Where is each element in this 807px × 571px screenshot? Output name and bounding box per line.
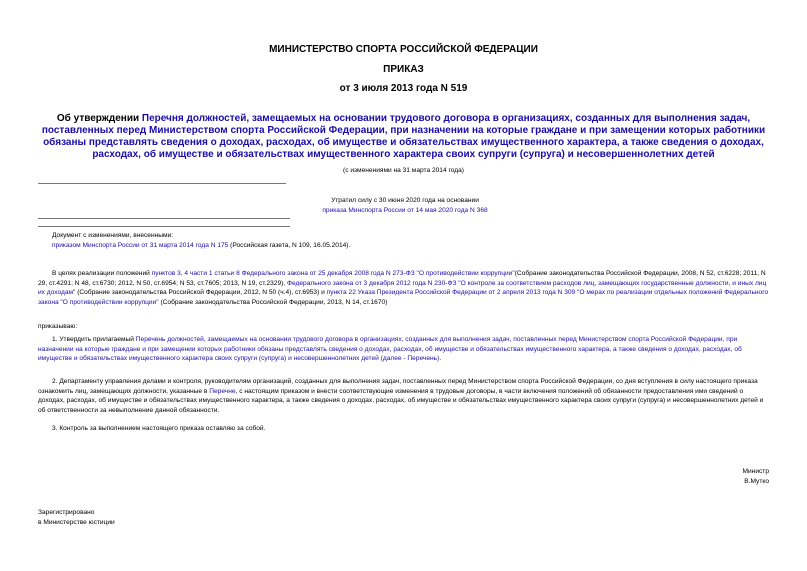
registration-line-1: Зарегистрировано [38, 509, 95, 516]
revoked-text: Утратил силу с 30 июня 2020 года на основании [331, 197, 479, 204]
preamble-link-230fz[interactable]: Федерального закона от 3 декабря 2012 года N 230-ФЗ "О контроле за соответствием расходов лиц, замещающих государственные должности, и иных лиц их доходам" [38, 279, 767, 297]
doc-type-heading: ПРИКАЗ [383, 64, 424, 75]
item-3: 3. Контроль за выполнением настоящего приказа оставляю за собой. [52, 425, 266, 432]
item-2-link[interactable]: Перечне [209, 387, 236, 395]
registration-line-2: в Министерстве юстиции [38, 518, 115, 526]
amended-note: (с изменениями на 31 марта 2014 года) [343, 167, 464, 174]
revoked-link[interactable]: приказа Минспорта России от 14 мая 2020 года N 368 [322, 206, 488, 214]
changes-link[interactable]: приказом Минспорта России от 31 марта 2014 года N 175 [52, 241, 229, 249]
item-1-link[interactable]: Перечень должностей, замещаемых на основании трудового договора в организациях, созданных для выполнения задач, поставленных перед Министерством спорта Российской Федерации, при назначении на которые граждане и при замещении которых работники обязаны представлять сведения о доходах, расходах, об имуществе и обязательствах имущественного характера, а также сведения о доходах, расходах, об имуществе и обязательствах имущественного характера своих супруги (супруга) и несовершеннолетних детей (далее - Перечень) [38, 336, 742, 363]
signature-block [743, 467, 770, 486]
order-word: приказываю: [38, 323, 78, 330]
divider [38, 218, 290, 219]
changes-tail: (Российская газета, N 109, 16.05.2014). [228, 241, 351, 249]
revoked-notice [300, 196, 510, 215]
item-2 [38, 377, 769, 415]
changes-intro: Документ с изменениями, внесенными: [52, 232, 174, 239]
changes-note [52, 231, 772, 250]
preamble-link-decree-309[interactable]: пункта 22 Указа Президента Российской Федерации от 2 апреля 2013 года N 309 "О мерах по реализации отдельных положений Федерального закона "О противодействии коррупции" [38, 289, 769, 306]
preamble-link-273fz[interactable]: пунктов 3, 4 части 1 статьи 8 Федерального закона от 25 декабря 2008 года N 273-ФЗ "О противодействии коррупции" [151, 270, 515, 277]
title-prefix: Об утверждении [56, 113, 142, 124]
preamble-paragraph [38, 269, 769, 307]
item-2-text: 2. Департаменту управления делами и контроля, руководителям организаций, созданных для выполнения задач, поставленных перед Министерством спорта Российской Федерации, со дня вступления в силу настоящего приказа ознакомить лиц, замещающих должности, указанные в [38, 378, 758, 395]
item-2-text: , с настоящим приказом и внести соответствующие изменения в трудовые договоры, в части включения положений об обязанности предоставления ими сведений о доходах, расходах, об имуществе и обязательствах имущественного характера, а также сведения о доходах, расходах, об имуществе и обязательствах имущественного характера своих супруги (супруга) и несовершеннолетних детей и об ответственности за невыполнение данной обязанности. [38, 387, 764, 414]
signature-role: Министр [742, 468, 769, 475]
divider [38, 226, 290, 227]
date-number-heading: от 3 июля 2013 года N 519 [339, 83, 468, 94]
item-1 [38, 335, 769, 364]
registration-block [38, 508, 115, 527]
preamble-text: (Собрание законодательства Российской Федерации, 2012, N 50 (ч.4), ст.6953) и [75, 289, 327, 297]
item-1-text: . [439, 355, 442, 363]
preamble-text: (Собрание законодательства Российской Федерации, 2013, N 14, ст.1670) [158, 298, 388, 306]
title-link[interactable]: Перечня должностей, замещаемых на основании трудового договора в организациях, созданных для выполнения задач, поставленных перед Министерством спорта Российской Федерации, при назначении на которые граждане и при замещении которых работники обязаны представлять сведения о доходах, расходах, об имуществе и обязательствах имущественного характера, а также сведения о доходах, расходах, об имуществе и обязательствах имущественного характера своих супруги (супруга) и несовершеннолетних детей [41, 113, 766, 160]
preamble-text: (Собрание законодательства Российской Федерации, 2008, N 52, ст.6228; 2011, N 29, ст.4291; N 48, ст.6730; 2012, N 50, ст.6954; N 53, ст.7605; 2013, N 19, ст.2329), [38, 270, 766, 287]
preamble-text: В целях реализации положений [52, 270, 152, 277]
document-title [40, 113, 767, 161]
item-1-text: 1. Утвердить прилагаемый [52, 336, 136, 343]
signature-name: В.Мутко [744, 477, 769, 485]
divider [38, 183, 286, 184]
ministry-heading: МИНИСТЕРСТВО СПОРТА РОССИЙСКОЙ ФЕДЕРАЦИИ [269, 44, 538, 55]
